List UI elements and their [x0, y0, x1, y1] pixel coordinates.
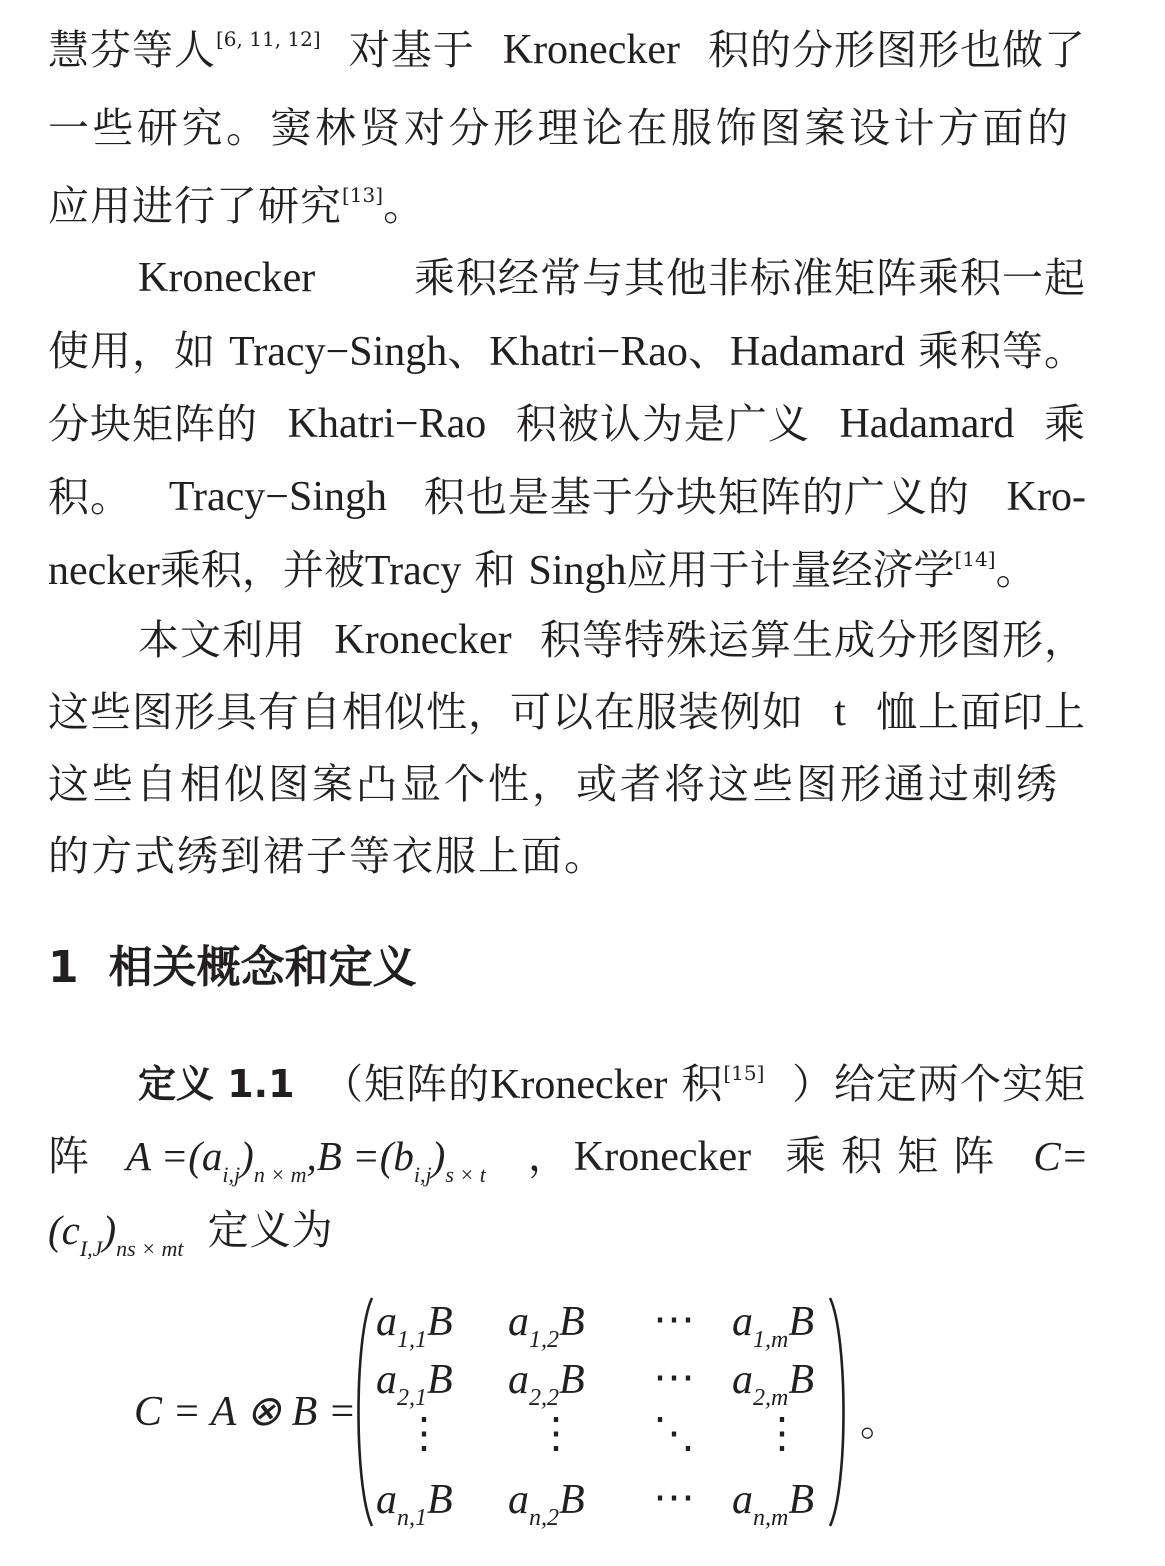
- text-segment: 阵: [48, 1132, 90, 1180]
- text-segment: 积: [681, 1060, 724, 1108]
- text-line: [48, 323, 1086, 379]
- matrix-entry: $a_{n,m}B$: [732, 1477, 814, 1531]
- citation: [6, 11, 12]: [216, 27, 321, 51]
- text-line: [138, 612, 1086, 668]
- citation: [14]: [954, 547, 996, 571]
- text-segment: 使用，如: [48, 327, 216, 375]
- term: Tracy−Singh: [229, 329, 448, 375]
- matrix-entry: $a_{1,2}B$: [508, 1299, 585, 1353]
- term: Tracy−Singh: [168, 474, 387, 520]
- matrix-entry: $a_{2,m}B$: [732, 1357, 814, 1411]
- matrix-entry: $a_{1,m}B$: [732, 1299, 814, 1353]
- term: Khatri−Rao: [287, 401, 487, 447]
- vdots: ⋮: [535, 1411, 577, 1457]
- math-A: $A =(a_{i,j})_{n \times m},B =(b_{i,j})_{s \times t}$: [126, 1133, 486, 1187]
- text-segment: 乘: [1044, 400, 1086, 448]
- definition-line: [48, 1128, 1089, 1187]
- matrix-entry: $a_{2,1}B$: [376, 1357, 453, 1411]
- matrix-entry: $a_{1,1}B$: [376, 1299, 453, 1353]
- right-paren: [826, 1296, 852, 1528]
- vdots: ⋮: [761, 1411, 803, 1457]
- term: Kronecker: [490, 1062, 668, 1108]
- term: t: [834, 689, 846, 735]
- term: Kronecker: [573, 1134, 752, 1180]
- equation-end: 。: [860, 1399, 900, 1445]
- term: Tracy: [364, 548, 462, 594]
- cdots: ⋯: [653, 1475, 695, 1521]
- text-segment: 积被认为是广义: [515, 400, 810, 448]
- matrix-entry: $a_{2,2}B$: [508, 1357, 585, 1411]
- text-segment: 积也是基于分块矩阵的广义的: [423, 473, 970, 521]
- math-cIJ: $(c_{I,J})_{ns \times mt}$: [48, 1207, 184, 1261]
- text-segment: 这些图形具有自相似性，可以在服装例如: [48, 688, 804, 736]
- ddots: ⋱: [653, 1411, 695, 1457]
- left-paren: [350, 1296, 376, 1528]
- definition-line: [48, 1202, 1086, 1261]
- text-segment: 。: [995, 546, 1037, 594]
- text-segment: 乘积等。: [917, 327, 1086, 375]
- text-line: 一些研究。窦林贤对分形理论在服饰图案设计方面的: [48, 104, 1072, 152]
- text-segment: 对基于: [348, 26, 475, 74]
- text-segment: 恤上面印上: [875, 688, 1086, 736]
- cdots: ⋯: [653, 1297, 695, 1343]
- matrix-entry: $a_{n,1}B$: [376, 1477, 453, 1531]
- text-segment: 和: [474, 546, 516, 594]
- cdots: ⋯: [653, 1355, 695, 1401]
- text-segment: 定义为: [207, 1206, 334, 1254]
- text-segment: 本文利用: [138, 616, 306, 664]
- text-segment: 积等特殊运算生成分形图形，: [539, 616, 1086, 664]
- text-line: [48, 178, 1086, 234]
- text-segment: 积的分形图形也做了: [708, 26, 1086, 74]
- term: necker: [48, 548, 160, 594]
- citation: [13]: [342, 183, 384, 207]
- term: Hadamard: [839, 401, 1015, 447]
- equation-lhs: C = A ⊗ B =: [134, 1389, 357, 1435]
- term: Kro-: [1006, 474, 1086, 520]
- text-line: [48, 542, 1086, 598]
- section-number: 1: [48, 942, 79, 993]
- text-segment: 、: [687, 327, 730, 375]
- text-segment: 应用于计量经济学: [626, 546, 955, 594]
- kronecker-equation: [0, 1290, 1165, 1540]
- term: Kronecker: [502, 27, 680, 73]
- term: Kronecker: [334, 617, 512, 663]
- text-segment: 乘积，并被: [159, 546, 365, 594]
- matrix-entry: $a_{n,2}B$: [508, 1477, 585, 1531]
- text-segment: 。: [383, 182, 426, 230]
- term: Khatri−Rao: [489, 329, 688, 375]
- definition-label: 定义 1.1: [138, 1062, 295, 1106]
- text-line: [48, 469, 1086, 525]
- text-segment: 乘积经常与其他非标准矩阵乘积一起: [414, 254, 1086, 302]
- text-segment: 应用进行了研究: [48, 182, 342, 230]
- text-line: 的方式绣到裙子等衣服上面。: [48, 832, 607, 880]
- section-heading: [48, 938, 417, 998]
- text-segment: 乘 积 矩 阵: [785, 1132, 996, 1180]
- math-C: C=: [1033, 1133, 1089, 1179]
- term: Singh: [528, 548, 627, 594]
- term: Hadamard: [729, 329, 905, 375]
- text-segment: ）给定两个实矩: [791, 1060, 1086, 1108]
- text-segment: （矩阵的: [322, 1060, 491, 1108]
- text-line: 这些自相似图案凸显个性，或者将这些图形通过刺绣: [48, 760, 1060, 808]
- text-line: [48, 22, 1086, 78]
- section-title: 相关概念和定义: [108, 942, 417, 993]
- term: Kronecker: [138, 255, 316, 301]
- text-line: [138, 250, 1086, 306]
- text-segment: 、: [447, 327, 490, 375]
- vdots: ⋮: [403, 1411, 445, 1457]
- definition-line: [138, 1056, 1086, 1112]
- text-line: [48, 684, 1086, 740]
- text-line: [48, 396, 1086, 452]
- citation: [15]: [723, 1061, 765, 1085]
- text-segment: 积。: [48, 473, 132, 521]
- text-segment: 慧芬等人: [48, 26, 216, 74]
- text-segment: ，: [527, 1132, 570, 1180]
- text-segment: 分块矩阵的: [48, 400, 258, 448]
